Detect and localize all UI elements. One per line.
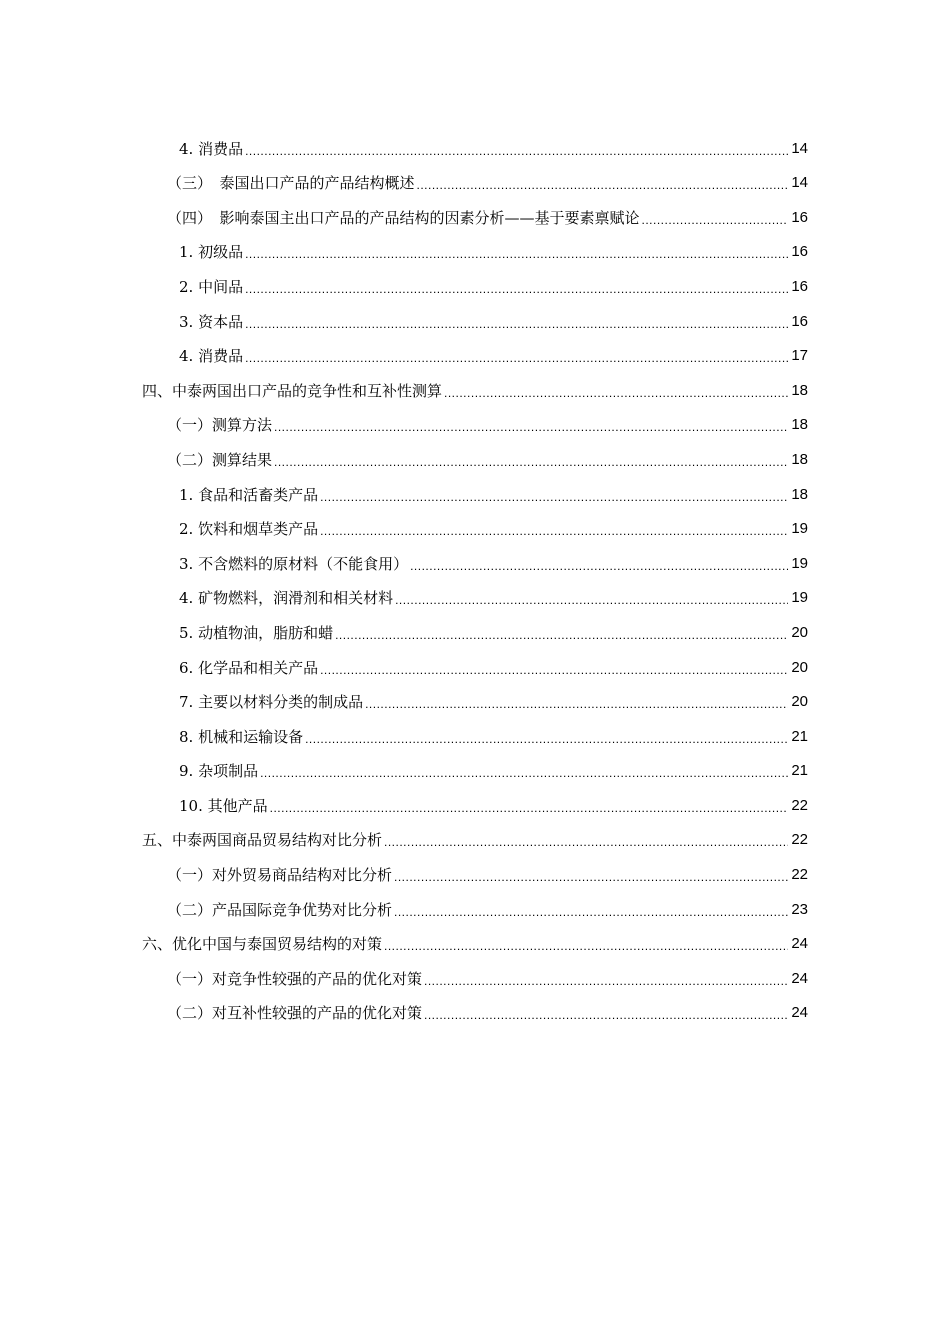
toc-dot-leader (444, 385, 788, 401)
toc-entry-title: 六、优化中国与泰国贸易结构的对策 (142, 935, 383, 954)
toc-entry[interactable] (142, 539, 808, 574)
toc-entry[interactable] (142, 262, 808, 297)
toc-entry[interactable] (142, 989, 808, 1024)
toc-entry-title: （二）测算结果 (167, 450, 273, 469)
toc-entry-title: 2. 饮料和烟草类产品 (179, 520, 319, 539)
toc-entry-page-number: 20 (791, 658, 808, 676)
toc-entry-page-number: 21 (791, 762, 808, 780)
toc-entry-page-number: 22 (791, 796, 808, 814)
toc-entry-title: （一）对竞争性较强的产品的优化对策 (167, 969, 423, 988)
toc-dot-leader (305, 731, 788, 747)
toc-entry-title: 3. 不含燃料的原材料（不能食用） (179, 554, 409, 573)
toc-entry[interactable] (142, 920, 808, 955)
toc-entry-title: 7. 主要以材料分类的制成品 (179, 693, 364, 712)
toc-dot-leader (335, 627, 788, 643)
toc-dot-leader (245, 281, 788, 297)
toc-dot-leader (270, 800, 788, 816)
toc-entry-page-number: 19 (791, 520, 808, 538)
toc-entry-page-number: 24 (791, 969, 808, 987)
toc-entry-page-number: 16 (791, 277, 808, 295)
toc-dot-leader (274, 454, 788, 470)
toc-entry[interactable] (142, 885, 808, 920)
table-of-contents (142, 124, 808, 1023)
toc-entry-page-number: 20 (791, 623, 808, 641)
toc-dot-leader (642, 212, 788, 228)
toc-entry-page-number: 16 (791, 208, 808, 226)
toc-entry-page-number: 18 (791, 485, 808, 503)
toc-entry-title: 4. 消费品 (179, 139, 244, 158)
toc-entry-title: （二）产品国际竞争优势对比分析 (167, 900, 393, 919)
toc-entry-page-number: 20 (791, 693, 808, 711)
toc-dot-leader (384, 938, 788, 954)
toc-entry-title: 9. 杂项制品 (179, 762, 259, 781)
toc-entry[interactable] (142, 366, 808, 401)
toc-entry-page-number: 14 (791, 174, 808, 192)
toc-dot-leader (320, 662, 788, 678)
toc-dot-leader (245, 143, 788, 159)
toc-entry[interactable] (142, 850, 808, 885)
toc-entry[interactable] (142, 193, 808, 228)
toc-dot-leader (395, 592, 788, 608)
toc-entry-page-number: 21 (791, 727, 808, 745)
toc-entry-title: （三） 泰国出口产品的产品结构概述 (167, 174, 415, 193)
toc-dot-leader (394, 869, 788, 885)
toc-entry[interactable] (142, 297, 808, 332)
toc-dot-leader (384, 834, 788, 850)
toc-entry-page-number: 14 (791, 139, 808, 157)
toc-entry[interactable] (142, 332, 808, 367)
toc-dot-leader (417, 177, 788, 193)
toc-entry[interactable] (142, 228, 808, 263)
toc-entry-title: 3. 资本品 (179, 312, 244, 331)
toc-dot-leader (424, 1007, 788, 1023)
toc-entry-page-number: 16 (791, 312, 808, 330)
toc-dot-leader (410, 558, 788, 574)
toc-entry-page-number: 18 (791, 450, 808, 468)
toc-entry[interactable] (142, 712, 808, 747)
toc-entry[interactable] (142, 435, 808, 470)
toc-entry-title: 5. 动植物油，脂肪和蜡 (179, 623, 334, 642)
toc-dot-leader (274, 419, 788, 435)
toc-entry-page-number: 18 (791, 416, 808, 434)
toc-dot-leader (245, 316, 788, 332)
toc-entry[interactable] (142, 401, 808, 436)
toc-entry-title: （一）测算方法 (167, 416, 273, 435)
toc-entry-title: 6. 化学品和相关产品 (179, 658, 319, 677)
toc-entry-page-number: 24 (791, 935, 808, 953)
toc-entry-page-number: 22 (791, 831, 808, 849)
toc-entry-title: 1. 食品和活畜类产品 (179, 485, 319, 504)
toc-entry-page-number: 24 (791, 1004, 808, 1022)
toc-entry-title: 五、中泰两国商品贸易结构对比分析 (142, 831, 383, 850)
toc-entry-title: 8. 机械和运输设备 (179, 727, 304, 746)
toc-entry[interactable] (142, 505, 808, 540)
toc-entry[interactable] (142, 643, 808, 678)
toc-dot-leader (245, 246, 788, 262)
toc-entry[interactable] (142, 678, 808, 713)
toc-entry[interactable] (142, 816, 808, 851)
toc-entry-title: 10. 其他产品 (179, 796, 268, 815)
toc-entry[interactable] (142, 608, 808, 643)
toc-dot-leader (260, 765, 788, 781)
toc-entry-title: （四） 影响泰国主出口产品的产品结构的因素分析——基于要素禀赋论 (167, 208, 640, 227)
toc-dot-leader (365, 696, 788, 712)
toc-entry-page-number: 23 (791, 900, 808, 918)
toc-dot-leader (394, 904, 788, 920)
toc-entry[interactable] (142, 747, 808, 782)
toc-entry[interactable] (142, 954, 808, 989)
toc-entry[interactable] (142, 574, 808, 609)
toc-entry-page-number: 22 (791, 866, 808, 884)
toc-entry-title: 4. 矿物燃料，润滑剂和相关材料 (179, 589, 394, 608)
toc-entry-page-number: 18 (791, 381, 808, 399)
toc-entry-page-number: 19 (791, 554, 808, 572)
toc-dot-leader (320, 523, 788, 539)
toc-entry[interactable] (142, 124, 808, 159)
toc-entry-page-number: 19 (791, 589, 808, 607)
toc-entry-page-number: 17 (791, 347, 808, 365)
toc-entry[interactable] (142, 470, 808, 505)
toc-entry-title: 2. 中间品 (179, 277, 244, 296)
toc-dot-leader (424, 973, 788, 989)
toc-entry-title: 4. 消费品 (179, 347, 244, 366)
toc-entry-title: 1. 初级品 (179, 243, 244, 262)
toc-entry-title: 四、中泰两国出口产品的竞争性和互补性测算 (142, 381, 443, 400)
toc-dot-leader (245, 350, 788, 366)
toc-entry[interactable] (142, 159, 808, 194)
toc-dot-leader (320, 489, 788, 505)
toc-entry-title: （二）对互补性较强的产品的优化对策 (167, 1004, 423, 1023)
toc-entry-title: （一）对外贸易商品结构对比分析 (167, 866, 393, 885)
toc-entry-page-number: 16 (791, 243, 808, 261)
toc-entry[interactable] (142, 781, 808, 816)
